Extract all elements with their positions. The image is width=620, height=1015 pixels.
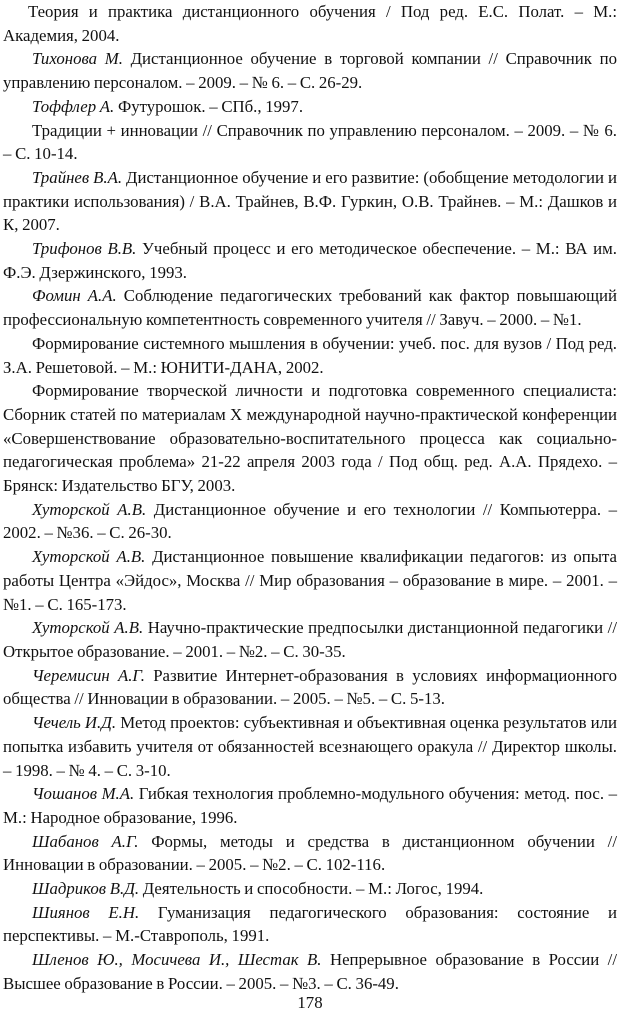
entry-author: Шиянов Е.Н. [32,902,140,922]
bibliography-entry [3,166,617,237]
bibliography-entry [3,284,617,331]
entry-author: Хуторской А.В. [32,547,146,567]
bibliography-entry [3,901,617,948]
entry-author: Хуторской А.В. [32,618,144,638]
bibliography-entry [3,782,617,829]
bibliography-entry [3,948,617,995]
entry-text: Дистанционное обучение в торговой компании // Справочник по управлению персоналом. – 2009. – № 6. – С. 26-29. [3,49,617,93]
bibliography-entry [3,498,617,545]
entry-text: Формирование творческой личности и подготовка современного специалиста: Сборник статей по материалам X международной научно-практической конференции «Совершенствование образовательно-воспитательного процесса как социально-педагогическая проблема» 21-22 апреля 2003 года / Под общ. ред. А.А. Прядехо. – Брянск: Издательство БГУ, 2003. [3,381,617,496]
entry-text: Соблюдение педагогических требований как фактор повышающий профессиональную компетентность современного учителя // Завуч. – 2000. – №1. [3,286,617,330]
entry-text: Учебный процесс и его методическое обеспечение. – М.: ВА им. Ф.Э. Дзержинского, 1993. [3,239,617,282]
bibliography-entry [3,119,617,166]
bibliography-entry [3,711,617,782]
page-number: 178 [297,993,323,1012]
bibliography-entry [3,237,617,284]
bibliography-entry [3,332,617,379]
bibliography-entry [3,664,617,711]
bibliography-list [3,0,617,996]
bibliography-entry [3,379,617,498]
entry-text: Гибкая технология проблемно-модульного обучения: метод. пос. – М.: Народное образование, 1996. [3,784,618,827]
bibliography-entry [3,616,617,663]
bibliography-entry [3,47,617,94]
entry-text: Дистанционное обучение и его развитие: (обобщение методологии и практики использования) / В.А. Трайнев, В.Ф. Гуркин, О.В. Трайнев. – М.: Дашков и К, 2007. [3,167,617,235]
entry-author: Чошанов М.А. [32,784,135,804]
bibliography-entry [3,0,617,47]
bibliography-entry [3,877,617,901]
entry-text: Развитие Интернет-образования в условиях информационного общества // Инновации в образовании. – 2005. – №5. – С. 5-13. [3,665,617,709]
entry-text: Футурошок. – СПб., 1997. [114,96,304,116]
entry-author: Трайнев В.А. [32,167,123,187]
entry-author: Черемисин А.Г. [32,665,145,685]
entry-author: Шабанов А.Г. [32,831,139,851]
entry-author: Хуторской А.В. [32,499,147,519]
entry-text: Традиции + инновации // Справочник по управлению персоналом. – 2009. – № 6. – С. 10-14. [3,120,617,164]
entry-text: Метод проектов: субъективная и объективная оценка результатов или попытка избавить учителя от обязанностей всезнающего оракула // Директор школы. – 1998. – № 4. – С. 3-10. [3,713,618,780]
bibliography-entry [3,830,617,877]
entry-text: Гуманизация педагогического образования: состояние и перспективы. – М.-Ставрополь, 1991. [3,902,617,946]
entry-author: Тоффлер А. [32,96,115,116]
bibliography-entry [3,95,617,119]
entry-author: Трифонов В.В. [32,239,137,259]
entry-author: Чечель И.Д. [32,713,117,733]
entry-author: Шадриков В.Д. [32,879,140,899]
entry-text: Формирование системного мышления в обучении: учеб. пос. для вузов / Под ред. З.А. Решетовой. – М.: ЮНИТИ-ДАНА, 2002. [3,333,617,377]
bibliography-entry [3,545,617,616]
entry-text: Дистанционное обучение и его технологии // Компьютерра. – 2002. – №36. – С. 26-30. [3,499,617,543]
entry-author: Тихонова М. [32,49,123,69]
entry-text: Непрерывное образование в России // Высшее образование в России. – 2005. – №3. – С. 36-49. [3,950,617,993]
entry-text: Деятельность и способности. – М.: Логос, 1994. [139,879,484,899]
entry-text: Формы, методы и средства в дистанционном обучении // Инновации в образовании. – 2005. – №2. – С. 102-116. [3,831,617,875]
entry-text: Научно-практические предпосылки дистанционной педагогики // Открытое образование. – 2001. – №2. – С. 30-35. [3,618,617,661]
entry-text: Теория и практика дистанционного обучения / Под ред. Е.С. Полат. – М.: Академия, 2004. [3,2,617,45]
entry-text: Дистанционное повышение квалификации педагогов: из опыта работы Центра «Эйдос», Москва // Мир образования – образование в мире. – 2001. – №1. – С. 165-173. [3,547,618,614]
entry-author: Шленов Ю., Мосичева И., Шестак В. [32,950,322,970]
entry-author: Фомин А.А. [32,286,117,306]
